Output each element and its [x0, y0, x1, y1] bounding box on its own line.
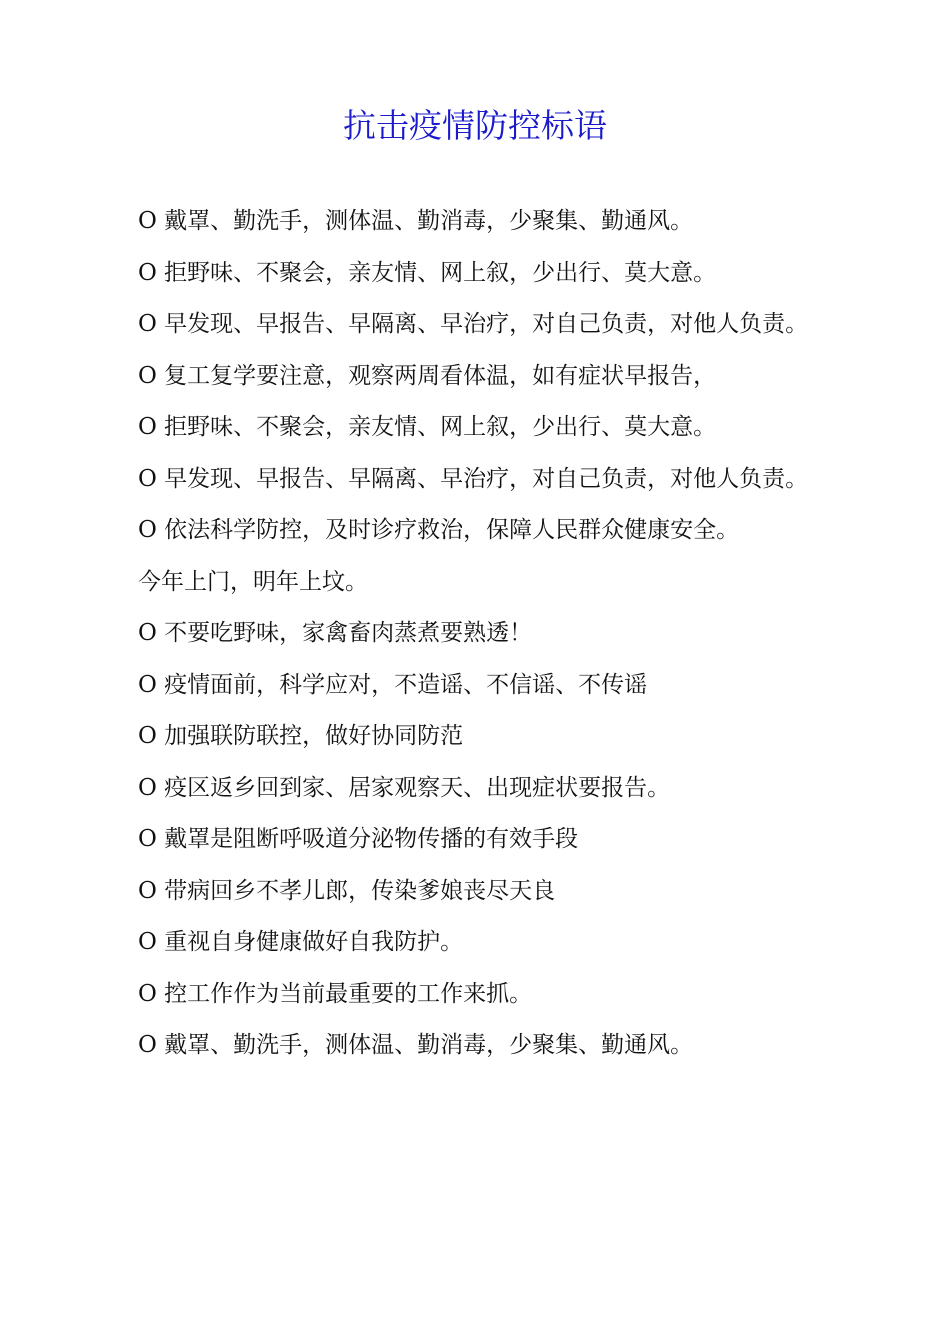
slogan-line: O 加强联防联控，做好协同防范: [138, 723, 464, 749]
document-title: 抗击疫情防控标语: [343, 106, 607, 145]
slogan-line: O 疫情面前，科学应对，不造谣、不信谣、不传谣: [138, 671, 648, 698]
slogan-line: O 不要吃野味，家禽畜肉蒸煮要熟透！: [138, 620, 533, 646]
slogan-line: O 戴罩、勤洗手，测体温、勤消毒，少聚集、勤通风。: [138, 208, 694, 234]
slogan-line: O 拒野味、不聚会，亲友情、网上叙，少出行、莫大意。: [138, 259, 717, 286]
slogan-line: O 早发现、早报告、早隔离、早治疗，对自己负责，对他人负责。: [138, 465, 809, 492]
slogan-list: [138, 196, 828, 1072]
slogan-line: 今年上门，明年上坟。: [138, 568, 368, 595]
slogan-line: O 戴罩是阻断呼吸道分泌物传播的有效手段: [138, 826, 579, 852]
slogan-line: O 控工作作为当前最重要的工作来抓。: [138, 980, 533, 1007]
slogan-line: O 疫区返乡回到家、居家观察天、出现症状要报告。: [138, 774, 671, 801]
slogan-line: O 拒野味、不聚会，亲友情、网上叙，少出行、莫大意。: [138, 414, 717, 440]
slogan-line: O 依法科学防控，及时诊疗救治，保障人民群众健康安全。: [138, 517, 740, 543]
slogan-line: O 早发现、早报告、早隔离、早治疗，对自己负责，对他人负责。: [138, 311, 809, 337]
slogan-line: O 复工复学要注意，观察两周看体温，如有症状早报告，: [138, 362, 717, 389]
slogan-line: O 带病回乡不孝儿郎，传染爹娘丧尽天良: [138, 877, 556, 904]
slogan-line: O 重视自身健康做好自我防护。: [138, 929, 464, 955]
slogan-line: O 戴罩、勤洗手，测体温、勤消毒，少聚集、勤通风。: [138, 1032, 694, 1058]
